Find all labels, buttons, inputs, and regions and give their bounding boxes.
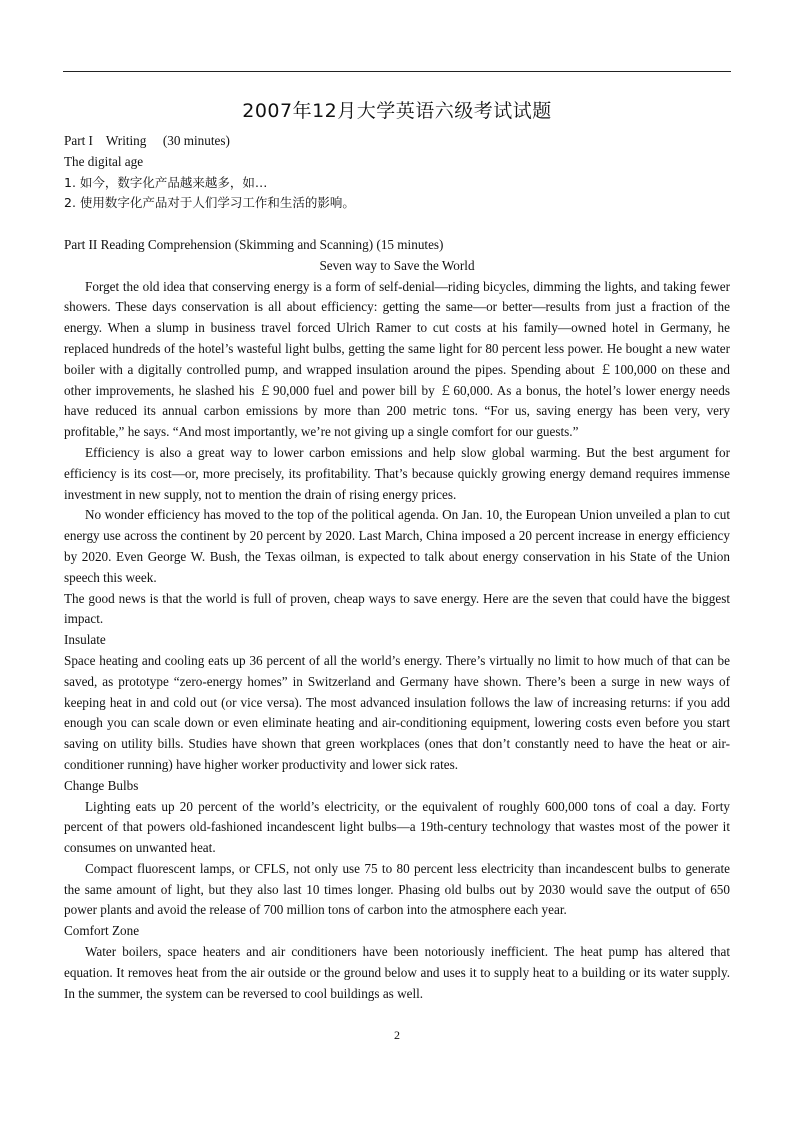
paragraph: Lighting eats up 20 percent of the world’s electricity, or the equivalent of roughly 600,000 tons of coal a day. Forty percent of that powers old-fashioned incandescent light bulbs—a 19th-century technology that wastes most of the power it consumes on unwanted heat.: [64, 798, 730, 856]
part1-point-1: 1. 如今，数字化产品越来越多，如…: [64, 174, 268, 190]
paragraph: Compact fluorescent lamps, or CFLS, not only use 75 to 80 percent less electricity than incandescent bulbs to generate the same amount of light, but they also last 10 times longer. Phasing old bulbs out by 2030 would save the output of 650 power plants and avoid the release of 700 million tons of carbon into the atmosphere each year.: [64, 860, 730, 918]
section-heading-comfort-zone: Comfort Zone: [64, 923, 140, 939]
section-heading-insulate: Insulate: [64, 632, 106, 648]
document-body: [64, 131, 730, 1004]
spacer: [64, 214, 730, 235]
paragraph: Water boilers, space heaters and air conditioners have been notoriously inefficient. The heat pump has altered that equation. It removes heat from the air outside or the ground below and uses it to supply heat to a building or its water supply. In the summer, the system can be reversed to cool buildings as well.: [64, 944, 730, 1001]
part1-point-2: 2. 使用数字化产品对于人们学习工作和生活的影响。: [64, 195, 355, 211]
section-heading-change-bulbs: Change Bulbs: [64, 777, 139, 793]
paragraph: Forget the old idea that conserving energy is a form of self-denial—riding bicycles, dimming the lights, and taking fewer showers. These days conservation is all about efficiency: getting the same—or better—results from just a fraction of the energy. When a slump in business travel forced Ulrich Ramer to cut costs at his family—owned hotel in Germany, he replaced hundreds of the hotel’s wasteful light bulbs, getting the same light for 80 percent less power. He bought a new water boiler with a digitally controlled pump, and wrapped insulation around the pipes. Spending about ￡100,000 on these and other improvements, he slashed his ￡90,000 fuel and power bill by ￡60,000. As a bonus, the hotel’s lower energy needs have reduced its annual carbon emissions by more than 200 metric tons. “For us, saving energy has been very, very profitable,” he says. “And most importantly, we’re not giving up a single comfort for our guests.”: [64, 278, 730, 440]
page-number: 2: [394, 1028, 400, 1042]
paragraph: The good news is that the world is full of proven, cheap ways to save energy. Here are the seven that could have the biggest impact.: [64, 590, 730, 627]
paragraph: No wonder efficiency has moved to the top of the political agenda. On Jan. 10, the European Union unveiled a plan to cut energy use across the continent by 20 percent by 2020. Last March, China imposed a 20 percent increase in energy efficiency by 2020. Even George W. Bush, the Texas oilman, is expected to talk about energy conservation in his State of the Union speech this week.: [64, 507, 730, 585]
header-rule: [63, 71, 731, 72]
document-title: 2007年12月大学英语六级考试试题: [242, 100, 552, 122]
part2-heading: Part II Reading Comprehension (Skimming and Scanning) (15 minutes): [64, 236, 444, 252]
part1-topic: The digital age: [64, 153, 144, 169]
paragraph: Efficiency is also a great way to lower carbon emissions and help slow global warming. But the best argument for efficiency is its cost—or, more precisely, its profitability. That’s because quickly growing energy demand requires immense investment in new supply, not to mention the drain of rising energy prices.: [64, 444, 730, 502]
part1-heading: Part I Writing (30 minutes): [64, 133, 230, 148]
paragraph: Space heating and cooling eats up 36 percent of all the world’s energy. There’s virtually no limit to how much of that can be saved, as prototype “zero-energy homes” in Switzerland and Germany have shown. There’s been a surge in new ways of keeping heat in and cold out (or vice versa). The most advanced insulation follows the law of increasing returns: if you add enough you can scale down or even eliminate heating and air-conditioning equipment, lowering costs even before you start saving on utility bills. Studies have shown that green workplaces (ones that don’t constantly need to have the heat or air-conditioner running) have higher worker productivity and lower sick rates.: [64, 652, 730, 772]
passage-title: Seven way to Save the World: [319, 257, 475, 273]
